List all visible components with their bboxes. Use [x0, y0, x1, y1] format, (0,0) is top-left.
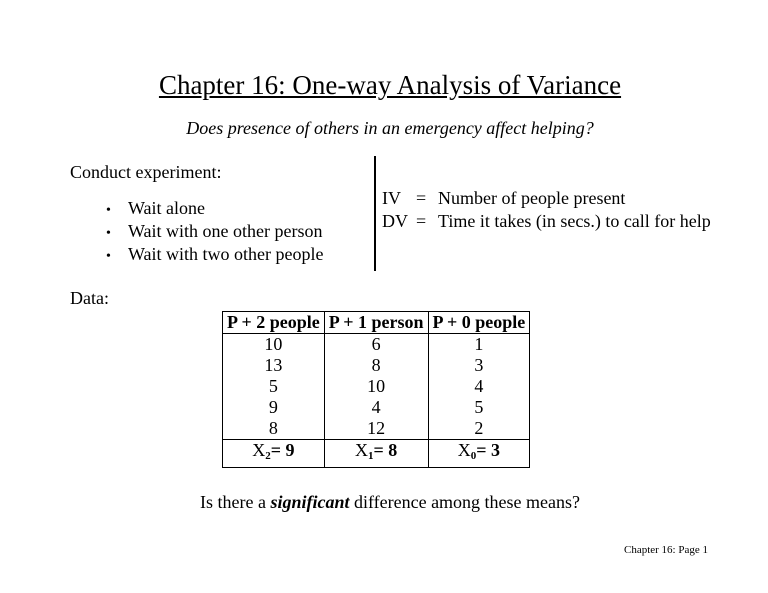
table-row: [223, 418, 530, 440]
page-footer: Chapter 16: Page 1: [623, 544, 708, 556]
table-cell: 6: [324, 334, 428, 356]
table-cell: 8: [324, 355, 428, 376]
column-header: P + 0 people: [428, 312, 530, 334]
vertical-divider: [374, 156, 376, 271]
dv-key: DV: [382, 211, 408, 231]
question-after: difference among these means?: [349, 492, 581, 512]
dv-line: [382, 210, 711, 233]
question-text: [0, 492, 768, 513]
condition-label: Wait with one other person: [128, 221, 323, 241]
table-cell: 12: [324, 418, 428, 440]
bullet-icon: •: [106, 203, 111, 218]
question-emphasis: significant: [270, 492, 350, 512]
mean-value: = 9: [270, 440, 295, 460]
list-item: [106, 243, 324, 266]
means-row: [223, 440, 530, 468]
table-row: [223, 334, 530, 356]
mean-symbol: $\overline{X}$: [457, 440, 471, 460]
column-header: P + 2 people: [223, 312, 325, 334]
condition-label: Wait alone: [128, 198, 206, 218]
column-header: P + 1 person: [324, 312, 428, 334]
mean-subscript: 0: [470, 450, 477, 462]
list-item: [106, 220, 324, 243]
iv-equals: =: [416, 188, 427, 208]
table-cell: 10: [223, 334, 325, 356]
page-subtitle: Does presence of others in an emergency affect helping?: [186, 118, 594, 138]
mean-subscript: 1: [368, 450, 374, 462]
table-cell: 3: [428, 355, 530, 376]
table-cell: 10: [324, 376, 428, 397]
mean-cell: [428, 440, 530, 468]
iv-line: [382, 187, 711, 210]
table-cell: 2: [428, 418, 530, 440]
table-cell: 8: [223, 418, 325, 440]
table-row: [223, 397, 530, 418]
table-cell: 5: [428, 397, 530, 418]
mean-value: = 8: [373, 440, 398, 460]
mean-subscript: 2: [265, 450, 271, 462]
mean-symbol: $\overline{X}$: [355, 440, 369, 460]
table-cell: 4: [324, 397, 428, 418]
question-before: Is there a: [199, 492, 271, 512]
bullet-icon: •: [106, 249, 111, 264]
list-item: [106, 197, 324, 220]
table-row: [223, 355, 530, 376]
data-label: Data:: [70, 288, 109, 308]
conduct-label: Conduct experiment:: [70, 162, 222, 182]
dv-equals: =: [416, 211, 427, 231]
table-header-row: [223, 312, 530, 334]
mean-cell: [223, 440, 325, 468]
table-cell: 5: [223, 376, 325, 397]
conditions-list: [106, 197, 324, 266]
variables-block: [382, 187, 711, 233]
table-cell: 1: [428, 334, 530, 356]
bullet-icon: •: [106, 226, 111, 241]
condition-label: Wait with two other people: [128, 244, 324, 264]
mean-cell: [324, 440, 428, 468]
mean-value: = 3: [476, 440, 501, 460]
table-cell: 4: [428, 376, 530, 397]
dv-text: Time it takes (in secs.) to call for help: [438, 211, 711, 231]
table-cell: 9: [223, 397, 325, 418]
iv-text: Number of people present: [438, 188, 626, 208]
mean-symbol: $\overline{X}$: [252, 440, 266, 460]
page-title: Chapter 16: One-way Analysis of Variance: [158, 70, 622, 100]
table-row: [223, 376, 530, 397]
table-cell: 13: [223, 355, 325, 376]
data-table: [222, 311, 530, 468]
iv-key: IV: [382, 188, 401, 208]
